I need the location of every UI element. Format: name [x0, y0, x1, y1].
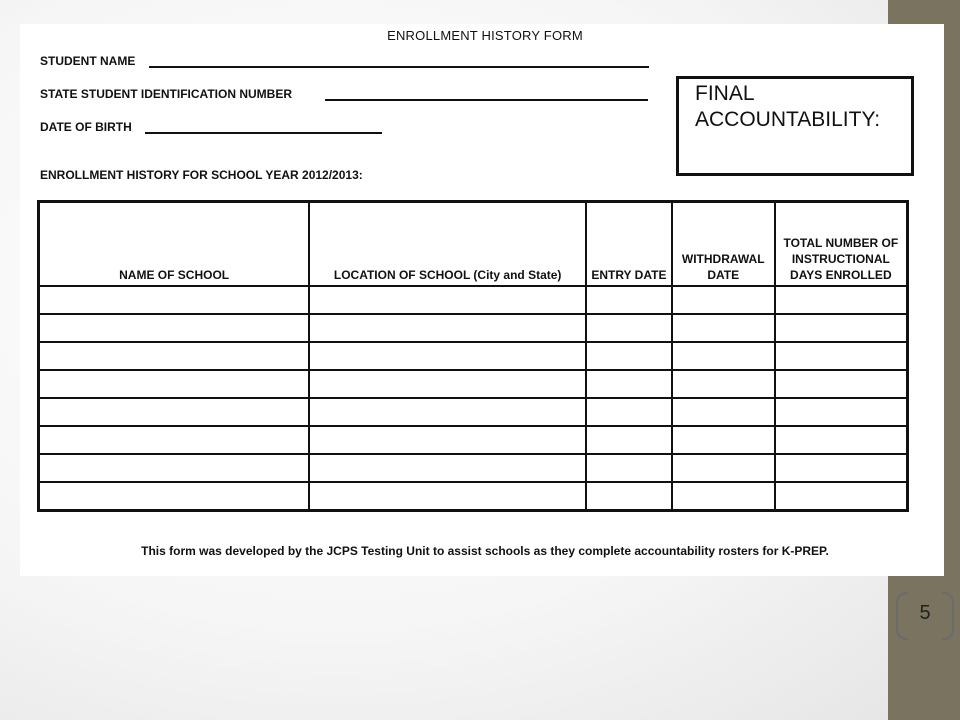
col-header-total-days: TOTAL NUMBER OF INSTRUCTIONAL DAYS ENROLLED: [775, 202, 908, 287]
table-row: [39, 454, 908, 482]
table-cell[interactable]: [672, 426, 775, 454]
table-cell[interactable]: [672, 482, 775, 511]
table-row: [39, 398, 908, 426]
form-title: ENROLLMENT HISTORY FORM: [387, 28, 583, 43]
table-row: [39, 482, 908, 511]
table-row: [39, 314, 908, 342]
table-cell[interactable]: [39, 454, 310, 482]
final-accountability-box: [676, 76, 914, 176]
state-id-label: STATE STUDENT IDENTIFICATION NUMBER: [40, 87, 292, 101]
table-cell[interactable]: [775, 342, 908, 370]
state-id-line[interactable]: [325, 99, 648, 101]
table-cell[interactable]: [672, 286, 775, 314]
table-cell[interactable]: [775, 454, 908, 482]
enrollment-form: [20, 24, 944, 576]
enrollment-table: [37, 200, 909, 512]
table-row: [39, 370, 908, 398]
table-cell[interactable]: [39, 398, 310, 426]
table-cell[interactable]: [586, 342, 672, 370]
table-cell[interactable]: [586, 314, 672, 342]
student-name-line[interactable]: [149, 66, 649, 68]
table-cell[interactable]: [775, 370, 908, 398]
table-cell[interactable]: [309, 370, 586, 398]
page-number-text: 5: [919, 602, 931, 624]
slide-page-number: [896, 592, 954, 638]
table-cell[interactable]: [672, 398, 775, 426]
col-header-school-name: NAME OF SCHOOL: [39, 202, 310, 287]
table-cell[interactable]: [775, 482, 908, 511]
table-cell[interactable]: [309, 482, 586, 511]
table-cell[interactable]: [672, 454, 775, 482]
table-cell[interactable]: [309, 454, 586, 482]
table-cell[interactable]: [586, 454, 672, 482]
table-cell[interactable]: [309, 342, 586, 370]
section-heading: ENROLLMENT HISTORY FOR SCHOOL YEAR 2012/2013:: [40, 168, 363, 182]
table-cell[interactable]: [586, 482, 672, 511]
date-of-birth-line[interactable]: [145, 132, 382, 134]
col-header-entry-date: ENTRY DATE: [586, 202, 672, 287]
table-cell[interactable]: [39, 314, 310, 342]
form-footer-note: This form was developed by the JCPS Testing Unit to assist schools as they complete accountability rosters for K-PREP.: [141, 544, 829, 558]
table-cell[interactable]: [309, 314, 586, 342]
table-row: [39, 286, 908, 314]
date-of-birth-label: DATE OF BIRTH: [40, 120, 132, 134]
table-cell[interactable]: [672, 314, 775, 342]
table-header-row: [39, 202, 908, 287]
table-cell[interactable]: [672, 370, 775, 398]
col-header-location: LOCATION OF SCHOOL (City and State): [309, 202, 586, 287]
table-cell[interactable]: [775, 426, 908, 454]
table-cell[interactable]: [39, 482, 310, 511]
student-name-label: STUDENT NAME: [40, 54, 136, 68]
table-cell[interactable]: [39, 370, 310, 398]
table-cell[interactable]: [39, 426, 310, 454]
table-cell[interactable]: [672, 342, 775, 370]
table-cell[interactable]: [309, 426, 586, 454]
table-cell[interactable]: [586, 370, 672, 398]
table-cell[interactable]: [39, 342, 310, 370]
col-header-withdrawal-date: WITHDRAWAL DATE: [672, 202, 775, 287]
table-cell[interactable]: [775, 314, 908, 342]
table-cell[interactable]: [586, 286, 672, 314]
table-cell[interactable]: [586, 426, 672, 454]
table-row: [39, 342, 908, 370]
final-accountability-text: FINAL ACCOUNTABILITY:: [695, 82, 881, 131]
table-cell[interactable]: [775, 398, 908, 426]
table-cell[interactable]: [39, 286, 310, 314]
table-cell[interactable]: [309, 398, 586, 426]
table-cell[interactable]: [775, 286, 908, 314]
table-cell[interactable]: [586, 398, 672, 426]
table-row: [39, 426, 908, 454]
table-cell[interactable]: [309, 286, 586, 314]
